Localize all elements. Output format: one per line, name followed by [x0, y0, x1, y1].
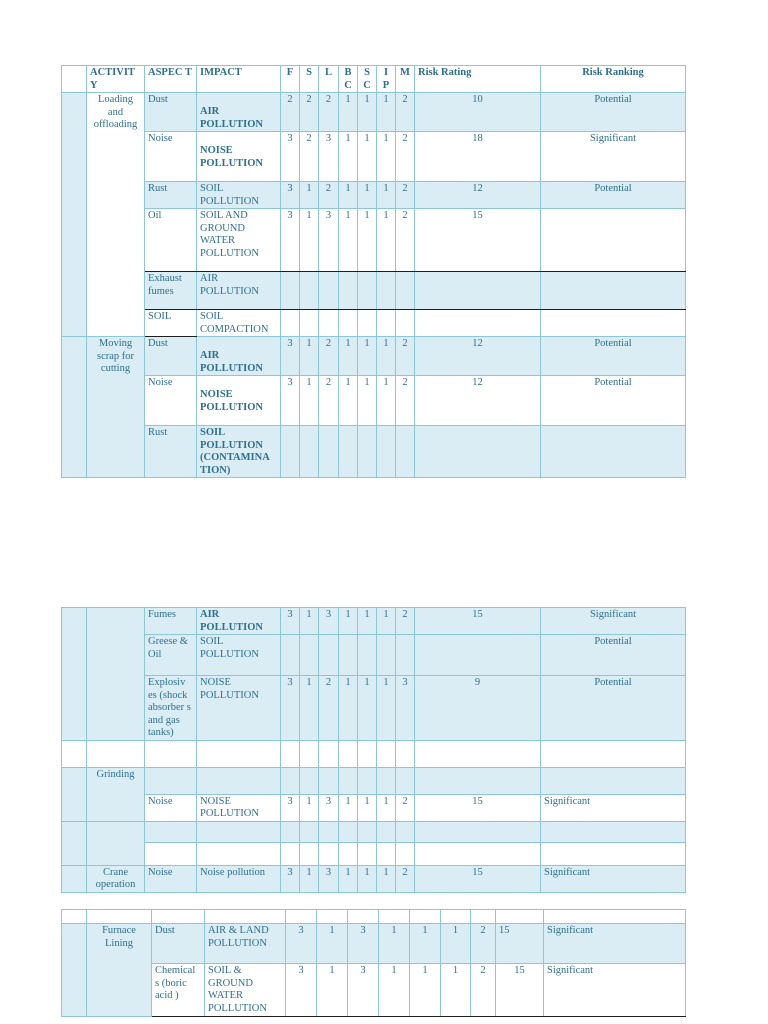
- s-cell: [300, 310, 319, 337]
- table-row: [62, 767, 686, 794]
- aspect-cell: [145, 821, 197, 842]
- risk-ranking-cell: [541, 426, 686, 478]
- l-cell: [319, 426, 339, 478]
- m-cell: 3: [396, 676, 415, 741]
- aspect-cell: Rust: [145, 182, 197, 209]
- risk-rating-cell: [415, 740, 541, 767]
- l-cell: [319, 272, 339, 310]
- bc-cell: [339, 767, 358, 794]
- ip-cell: 1: [441, 964, 471, 1017]
- f-cell: 2: [281, 93, 300, 132]
- risk-rating-cell: [415, 842, 541, 865]
- index-cell: [62, 337, 87, 478]
- ip-cell: 1: [377, 182, 396, 209]
- sc-cell: 1: [358, 376, 377, 426]
- bc-cell: 1: [379, 964, 410, 1017]
- table-row: [62, 676, 686, 741]
- s-cell: 2: [300, 93, 319, 132]
- f-cell: 3: [281, 182, 300, 209]
- l-cell: 3: [319, 865, 339, 892]
- m-cell: 2: [396, 376, 415, 426]
- risk-rating-cell: [496, 910, 544, 924]
- table-row: [62, 865, 686, 892]
- table-row: [62, 964, 686, 1017]
- ip-cell: 1: [377, 608, 396, 635]
- risk-table-3: [61, 909, 686, 1017]
- impact-cell: [197, 821, 281, 842]
- ip-cell: [377, 310, 396, 337]
- sc-cell: [358, 272, 377, 310]
- m-cell: [396, 740, 415, 767]
- risk-ranking-cell: Potential: [541, 182, 686, 209]
- bc-cell: 1: [339, 182, 358, 209]
- impact-cell: SOIL POLLUTION: [197, 182, 281, 209]
- m-cell: 2: [396, 93, 415, 132]
- m-cell: [396, 767, 415, 794]
- l-cell: [319, 635, 339, 676]
- s-cell: 1: [300, 182, 319, 209]
- l-cell: [319, 310, 339, 337]
- ip-cell: [377, 842, 396, 865]
- f-cell: 3: [281, 376, 300, 426]
- risk-ranking-cell: Potential: [541, 635, 686, 676]
- bc-cell: 1: [339, 865, 358, 892]
- m-cell: [396, 635, 415, 676]
- table-row: [62, 608, 686, 635]
- impact-cell: SOIL & GROUND WATER POLLUTION: [205, 964, 286, 1017]
- impact-cell: [197, 740, 281, 767]
- impact-cell: NOISE POLLUTION: [197, 376, 281, 426]
- ip-cell: 1: [377, 132, 396, 182]
- sc-cell: 1: [358, 93, 377, 132]
- impact-cell: AIR & LAND POLLUTION: [205, 924, 286, 964]
- risk-rating-cell: 18: [415, 132, 541, 182]
- sc-cell: 1: [358, 794, 377, 821]
- risk-rating-cell: [415, 635, 541, 676]
- index-cell: [62, 93, 87, 337]
- m-cell: 2: [396, 132, 415, 182]
- ip-cell: [377, 821, 396, 842]
- ip-cell: 1: [377, 865, 396, 892]
- index-cell: [62, 66, 87, 93]
- f-cell: 3: [286, 964, 317, 1017]
- f-cell: 3: [281, 608, 300, 635]
- header-m: M: [396, 66, 415, 93]
- sc-cell: 1: [410, 924, 441, 964]
- impact-cell: SOIL POLLUTION: [197, 635, 281, 676]
- sc-cell: [410, 910, 441, 924]
- s-cell: 1: [300, 209, 319, 272]
- bc-cell: 1: [339, 132, 358, 182]
- f-cell: [281, 635, 300, 676]
- aspect-cell: Rust: [145, 426, 197, 478]
- m-cell: 2: [471, 924, 496, 964]
- sc-cell: [358, 426, 377, 478]
- sc-cell: 1: [358, 676, 377, 741]
- ip-cell: [377, 426, 396, 478]
- activity-cell: Furnace Lining: [87, 924, 152, 1017]
- risk-rating-cell: [415, 767, 541, 794]
- table-row: [62, 310, 686, 337]
- ip-cell: [377, 767, 396, 794]
- risk-rating-cell: 9: [415, 676, 541, 741]
- aspect-cell: Dust: [145, 93, 197, 132]
- l-cell: 3: [319, 608, 339, 635]
- activity-cell: Crane operation: [87, 865, 145, 892]
- l-cell: 2: [319, 337, 339, 376]
- m-cell: [396, 821, 415, 842]
- f-cell: [281, 821, 300, 842]
- risk-rating-cell: 10: [415, 93, 541, 132]
- risk-ranking-cell: [541, 767, 686, 794]
- risk-ranking-cell: Significant: [541, 608, 686, 635]
- s-cell: [300, 740, 319, 767]
- f-cell: 3: [281, 865, 300, 892]
- bc-cell: [339, 821, 358, 842]
- risk-ranking-cell: Potential: [541, 337, 686, 376]
- impact-cell: Noise pollution: [197, 865, 281, 892]
- m-cell: [396, 842, 415, 865]
- impact-cell: SOIL POLLUTION (CONTAMINA TION): [197, 426, 281, 478]
- m-cell: 2: [471, 964, 496, 1017]
- table-row: [62, 93, 686, 132]
- header-sc: S C: [358, 66, 377, 93]
- activity-cell: Grinding: [87, 767, 145, 821]
- index-cell: [62, 608, 87, 741]
- risk-ranking-cell: [541, 740, 686, 767]
- f-cell: [281, 310, 300, 337]
- aspect-cell: Noise: [145, 794, 197, 821]
- sc-cell: 1: [358, 608, 377, 635]
- index-cell: [62, 865, 87, 892]
- impact-cell: NOISE POLLUTION: [197, 794, 281, 821]
- l-cell: 2: [319, 376, 339, 426]
- risk-ranking-cell: Significant: [541, 794, 686, 821]
- sc-cell: 1: [358, 865, 377, 892]
- m-cell: [396, 272, 415, 310]
- bc-cell: 1: [339, 376, 358, 426]
- s-cell: 2: [300, 132, 319, 182]
- risk-rating-cell: 15: [415, 209, 541, 272]
- impact-cell: AIR POLLUTION: [197, 337, 281, 376]
- risk-rating-cell: 12: [415, 337, 541, 376]
- l-cell: 3: [319, 132, 339, 182]
- index-cell: [62, 740, 87, 767]
- impact-cell: AIR POLLUTION: [197, 93, 281, 132]
- aspect-cell: [152, 910, 205, 924]
- impact-cell: SOIL COMPACTION: [197, 310, 281, 337]
- aspect-cell: Greese & Oil: [145, 635, 197, 676]
- risk-ranking-cell: Potential: [541, 93, 686, 132]
- table-row: [62, 910, 686, 924]
- table-row: [62, 376, 686, 426]
- risk-rating-cell: 12: [415, 376, 541, 426]
- header-aspect: ASPEC T: [145, 66, 197, 93]
- header-activity: ACTIVIT Y: [87, 66, 145, 93]
- risk-rating-cell: [415, 821, 541, 842]
- risk-rating-cell: 15: [415, 794, 541, 821]
- table-row: [62, 426, 686, 478]
- risk-rating-cell: 15: [496, 924, 544, 964]
- m-cell: 2: [396, 608, 415, 635]
- bc-cell: [339, 635, 358, 676]
- aspect-cell: Explosiv es (shock absorber s and gas tanks): [145, 676, 197, 741]
- l-cell: [319, 842, 339, 865]
- ip-cell: 1: [377, 794, 396, 821]
- impact-cell: AIR POLLUTION: [197, 608, 281, 635]
- header-risk-rating: Risk Rating: [415, 66, 541, 93]
- risk-ranking-cell: [541, 272, 686, 310]
- sc-cell: [358, 310, 377, 337]
- ip-cell: 1: [377, 676, 396, 741]
- bc-cell: [339, 426, 358, 478]
- l-cell: [319, 767, 339, 794]
- impact-cell: AIR POLLUTION: [197, 272, 281, 310]
- s-cell: 1: [317, 964, 348, 1017]
- m-cell: 2: [396, 182, 415, 209]
- aspect-cell: SOIL: [145, 310, 197, 337]
- table-row: [62, 337, 686, 376]
- aspect-cell: [145, 740, 197, 767]
- aspect-cell: Dust: [145, 337, 197, 376]
- table-row: [62, 209, 686, 272]
- risk-rating-cell: 15: [496, 964, 544, 1017]
- table-row: [62, 842, 686, 865]
- aspect-cell: Noise: [145, 132, 197, 182]
- risk-rating-cell: 12: [415, 182, 541, 209]
- table-row: [62, 272, 686, 310]
- bc-cell: [339, 272, 358, 310]
- sc-cell: [358, 635, 377, 676]
- l-cell: 3: [348, 964, 379, 1017]
- ip-cell: 1: [377, 376, 396, 426]
- sc-cell: 1: [358, 132, 377, 182]
- risk-ranking-cell: Potential: [541, 676, 686, 741]
- ip-cell: [441, 910, 471, 924]
- ip-cell: 1: [377, 337, 396, 376]
- activity-cell: [87, 821, 145, 865]
- risk-ranking-cell: [544, 910, 686, 924]
- activity-cell: Moving scrap for cutting: [87, 337, 145, 478]
- activity-cell: Loading and offloading: [87, 93, 145, 337]
- activity-cell: [87, 740, 145, 767]
- ip-cell: [377, 272, 396, 310]
- m-cell: [396, 310, 415, 337]
- risk-ranking-cell: Significant: [541, 132, 686, 182]
- bc-cell: 1: [339, 794, 358, 821]
- m-cell: 2: [396, 337, 415, 376]
- l-cell: 2: [319, 676, 339, 741]
- table-row: [62, 740, 686, 767]
- table-row: [62, 182, 686, 209]
- sc-cell: [358, 740, 377, 767]
- risk-rating-cell: [415, 310, 541, 337]
- header-impact: IMPACT: [197, 66, 281, 93]
- impact-cell: SOIL AND GROUND WATER POLLUTION: [197, 209, 281, 272]
- header-risk-ranking: Risk Ranking: [541, 66, 686, 93]
- aspect-cell: Fumes: [145, 608, 197, 635]
- risk-rating-cell: 15: [415, 865, 541, 892]
- l-cell: 2: [319, 182, 339, 209]
- s-cell: 1: [317, 924, 348, 964]
- table-row: [62, 924, 686, 964]
- bc-cell: 1: [339, 209, 358, 272]
- l-cell: 3: [319, 209, 339, 272]
- s-cell: [300, 842, 319, 865]
- s-cell: 1: [300, 794, 319, 821]
- f-cell: [281, 842, 300, 865]
- risk-rating-cell: 15: [415, 608, 541, 635]
- l-cell: [348, 910, 379, 924]
- bc-cell: [339, 310, 358, 337]
- ip-cell: 1: [441, 924, 471, 964]
- bc-cell: [339, 740, 358, 767]
- activity-cell: [87, 910, 152, 924]
- s-cell: [300, 635, 319, 676]
- index-cell: [62, 767, 87, 821]
- l-cell: [319, 821, 339, 842]
- impact-cell: NOISE POLLUTION: [197, 676, 281, 741]
- l-cell: 3: [319, 794, 339, 821]
- aspect-cell: Exhaust fumes: [145, 272, 197, 310]
- bc-cell: 1: [339, 608, 358, 635]
- f-cell: 3: [286, 924, 317, 964]
- sc-cell: [358, 842, 377, 865]
- l-cell: 2: [319, 93, 339, 132]
- bc-cell: 1: [379, 924, 410, 964]
- s-cell: 1: [300, 376, 319, 426]
- bc-cell: 1: [339, 337, 358, 376]
- ip-cell: [377, 740, 396, 767]
- header-l: L: [319, 66, 339, 93]
- l-cell: [319, 740, 339, 767]
- aspect-cell: [145, 842, 197, 865]
- table-row: [62, 821, 686, 842]
- l-cell: 3: [348, 924, 379, 964]
- aspect-cell: Dust: [152, 924, 205, 964]
- header-bc: B C: [339, 66, 358, 93]
- f-cell: 3: [281, 132, 300, 182]
- bc-cell: 1: [339, 676, 358, 741]
- risk-ranking-cell: Significant: [544, 924, 686, 964]
- f-cell: 3: [281, 676, 300, 741]
- risk-rating-cell: [415, 426, 541, 478]
- impact-cell: NOISE POLLUTION: [197, 132, 281, 182]
- risk-ranking-cell: Significant: [544, 964, 686, 1017]
- f-cell: [286, 910, 317, 924]
- index-cell: [62, 821, 87, 865]
- f-cell: [281, 740, 300, 767]
- aspect-cell: Chemical s (boric acid ): [152, 964, 205, 1017]
- ip-cell: 1: [377, 209, 396, 272]
- s-cell: [300, 272, 319, 310]
- s-cell: 1: [300, 676, 319, 741]
- aspect-cell: Noise: [145, 376, 197, 426]
- table-row: [62, 794, 686, 821]
- ip-cell: [377, 635, 396, 676]
- sc-cell: [358, 767, 377, 794]
- f-cell: 3: [281, 337, 300, 376]
- aspect-cell: Noise: [145, 865, 197, 892]
- impact-cell: [205, 910, 286, 924]
- s-cell: [300, 426, 319, 478]
- risk-ranking-cell: [541, 821, 686, 842]
- f-cell: [281, 426, 300, 478]
- sc-cell: 1: [358, 182, 377, 209]
- risk-table-1: [61, 65, 686, 478]
- s-cell: 1: [300, 337, 319, 376]
- table-row: [62, 132, 686, 182]
- header-f: F: [281, 66, 300, 93]
- risk-table-2: [61, 607, 686, 893]
- f-cell: [281, 767, 300, 794]
- risk-ranking-cell: [541, 310, 686, 337]
- bc-cell: [379, 910, 410, 924]
- sc-cell: [358, 821, 377, 842]
- m-cell: 2: [396, 865, 415, 892]
- f-cell: [281, 272, 300, 310]
- aspect-cell: Oil: [145, 209, 197, 272]
- f-cell: 3: [281, 209, 300, 272]
- risk-ranking-cell: [541, 209, 686, 272]
- s-cell: [300, 821, 319, 842]
- m-cell: 2: [396, 209, 415, 272]
- header-row: [62, 66, 686, 93]
- index-cell: [62, 910, 87, 924]
- aspect-cell: [145, 767, 197, 794]
- impact-cell: [197, 842, 281, 865]
- risk-ranking-cell: Significant: [541, 865, 686, 892]
- bc-cell: [339, 842, 358, 865]
- activity-cell: [87, 608, 145, 741]
- f-cell: 3: [281, 794, 300, 821]
- risk-rating-cell: [415, 272, 541, 310]
- sc-cell: 1: [410, 964, 441, 1017]
- header-ip: I P: [377, 66, 396, 93]
- m-cell: 2: [396, 794, 415, 821]
- header-s: S: [300, 66, 319, 93]
- ip-cell: 1: [377, 93, 396, 132]
- m-cell: [471, 910, 496, 924]
- s-cell: 1: [300, 608, 319, 635]
- risk-ranking-cell: Potential: [541, 376, 686, 426]
- table-row: [62, 635, 686, 676]
- sc-cell: 1: [358, 337, 377, 376]
- s-cell: 1: [300, 865, 319, 892]
- m-cell: [396, 426, 415, 478]
- risk-ranking-cell: [541, 842, 686, 865]
- impact-cell: [197, 767, 281, 794]
- index-cell: [62, 924, 87, 1017]
- sc-cell: 1: [358, 209, 377, 272]
- s-cell: [317, 910, 348, 924]
- bc-cell: 1: [339, 93, 358, 132]
- s-cell: [300, 767, 319, 794]
